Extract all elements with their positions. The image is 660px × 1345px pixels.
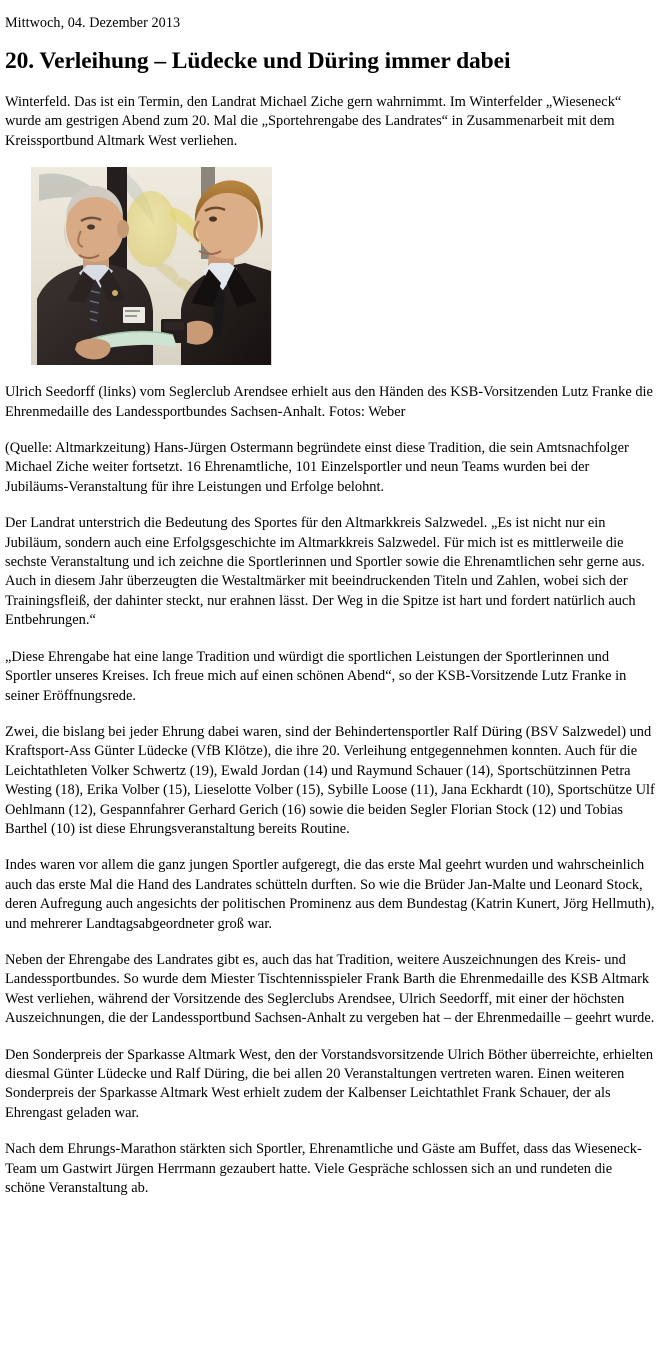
article-paragraph-8: Nach dem Ehrungs-Marathon stärkten sich Sportler, Ehrenamtliche und Gäste am Buffet, dass das Wieseneck-Team um Gastwirt Jürgen Herrmann gezaubert hatte. Viele Gespräche schlossen sich an und rundeten die schöne Veranstaltung ab. [5, 1141, 642, 1197]
article-paragraph-2: Der Landrat unterstrich die Bedeutung des Sportes für den Altmarkkreis Salzwedel. „Es ist nicht nur ein Jubiläum, sondern auch eine Erfolgsgeschichte im Altmarkkreis Salzwedel. Für mich ist es mittlerweile die sechste Veranstaltung und ich zeichne die Sportlerinnen und Sportler sowie die Ehrenamtlichen sehr gerne aus. Auch in diesem Jahr überzeugten die Westaltmärker mit beeindruckenden Titeln und Zahlen, wobei sich der Trainingsfleiß, der dahinter steckt, nur erahnen lässt. Der Weg in die Spitze ist hart und fordert natürlich auch Entbehrungen.“ [5, 515, 645, 629]
article-lead-paragraph: Winterfeld. Das ist ein Termin, den Landrat Michael Ziche gern wahrnimmt. Im Winterfelder „Wieseneck“ wurde am gestrigen Abend zum 20. Mal die „Sportehrengabe des Landrates“ in Zusammenarbeit mit dem Kreissportbund Altmark West verliehen. [5, 94, 622, 149]
article-figure [31, 167, 272, 365]
article-photo [31, 167, 272, 365]
page-title: 20. Verleihung – Lüdecke und Düring immer dabei [5, 48, 511, 74]
article-paragraph-7: Den Sonderpreis der Sparkasse Altmark West, den der Vorstandsvorsitzende Ulrich Böther überreichte, erhielten diesmal Günter Lüdecke und Ralf Düring, die bei allen 20 Veranstaltungen vertreten waren. Einen weiteren Sonderpreis der Sparkasse Altmark West erhielt zudem der Kalbenser Leichtathlet Frank Schauer, der als Ehrengast geladen war. [5, 1046, 654, 1121]
article-paragraph-5: Indes waren vor allem die ganz jungen Sportler aufgeregt, die das erste Mal geehrt wurden und wahrscheinlich auch das erste Mal die Hand des Landrates schütteln durften. So wie die Brüder Jan-Malte und Leonard Stock, deren Aufregung auch angesichts der politischen Prominenz aus dem Bundestag (Katrin Kunert, Jörg Hellmuth), und mehrerer Landtagsabgeordneter groß war. [5, 857, 655, 932]
article-paragraph-4: Zwei, die bislang bei jeder Ehrung dabei waren, sind der Behindertensportler Ralf Düring (BSV Salzwedel) und Kraftsport-Ass Günter Lüdecke (VfB Klötze), die ihre 20. Verleihung entgegennehmen konnten. Auch für die Leichtathleten Volker Schwertz (19), Ewald Jordan (14) und Raymund Schauer (14), Sportschützinnen Petra Westing (18), Erika Volber (15), Lieselotte Volber (15), Sybille Loose (11), Jana Eckhardt (10), Sportschütze Ulf Oehlmann (12), Gespannfahrer Gerhard Gerich (16) sowie die beiden Segler Florian Stock (12) und Tobias Barthel (10) ist diese Ehrungsveranstaltung bereits Routine. [5, 723, 655, 837]
publication-date: Mittwoch, 04. Dezember 2013 [5, 15, 181, 31]
article-paragraph-3: „Diese Ehrengabe hat eine lange Tradition und würdigt die sportlichen Leistungen der Sportlerinnen und Sportler unseres Kreises. Ich freue mich auf einen schönen Abend“, so der KSB-Vorsitzende Lutz Franke in seiner Eröffnungsrede. [5, 648, 627, 704]
photo-caption: Ulrich Seedorff (links) vom Seglerclub Arendsee erhielt aus den Händen des KSB-Vorsitzenden Lutz Franke die Ehrenmedaille des Landessportbundes Sachsen-Anhalt. Fotos: Weber [5, 384, 653, 420]
article-paragraph-1: (Quelle: Altmarkzeitung) Hans-Jürgen Ostermann begründete einst diese Tradition, die sein Amtsnachfolger Michael Ziche weiter fortsetzt. 16 Ehrenamtliche, 101 Einzelsportler und neun Teams wurden bei der Jubiläums-Veranstaltung für ihre Leistungen und Erfolge belohnt. [5, 440, 629, 495]
article-paragraph-6: Neben der Ehrengabe des Landrates gibt es, auch das hat Tradition, weitere Auszeichnungen des Kreis- und Landessportbundes. So wurde dem Miester Tischtennisspieler Frank Barth die Ehrenmedaille des KSB Altmark West verliehen, während der Vorsitzende des Seglerclubs Arendsee, Ulrich Seedorff, mit einer der höchsten Auszeichnungen, die der Landessportbund Sachsen-Anhalt zu vergeben hat – der Ehrenmedaille – geehrt wurde. [5, 951, 655, 1027]
